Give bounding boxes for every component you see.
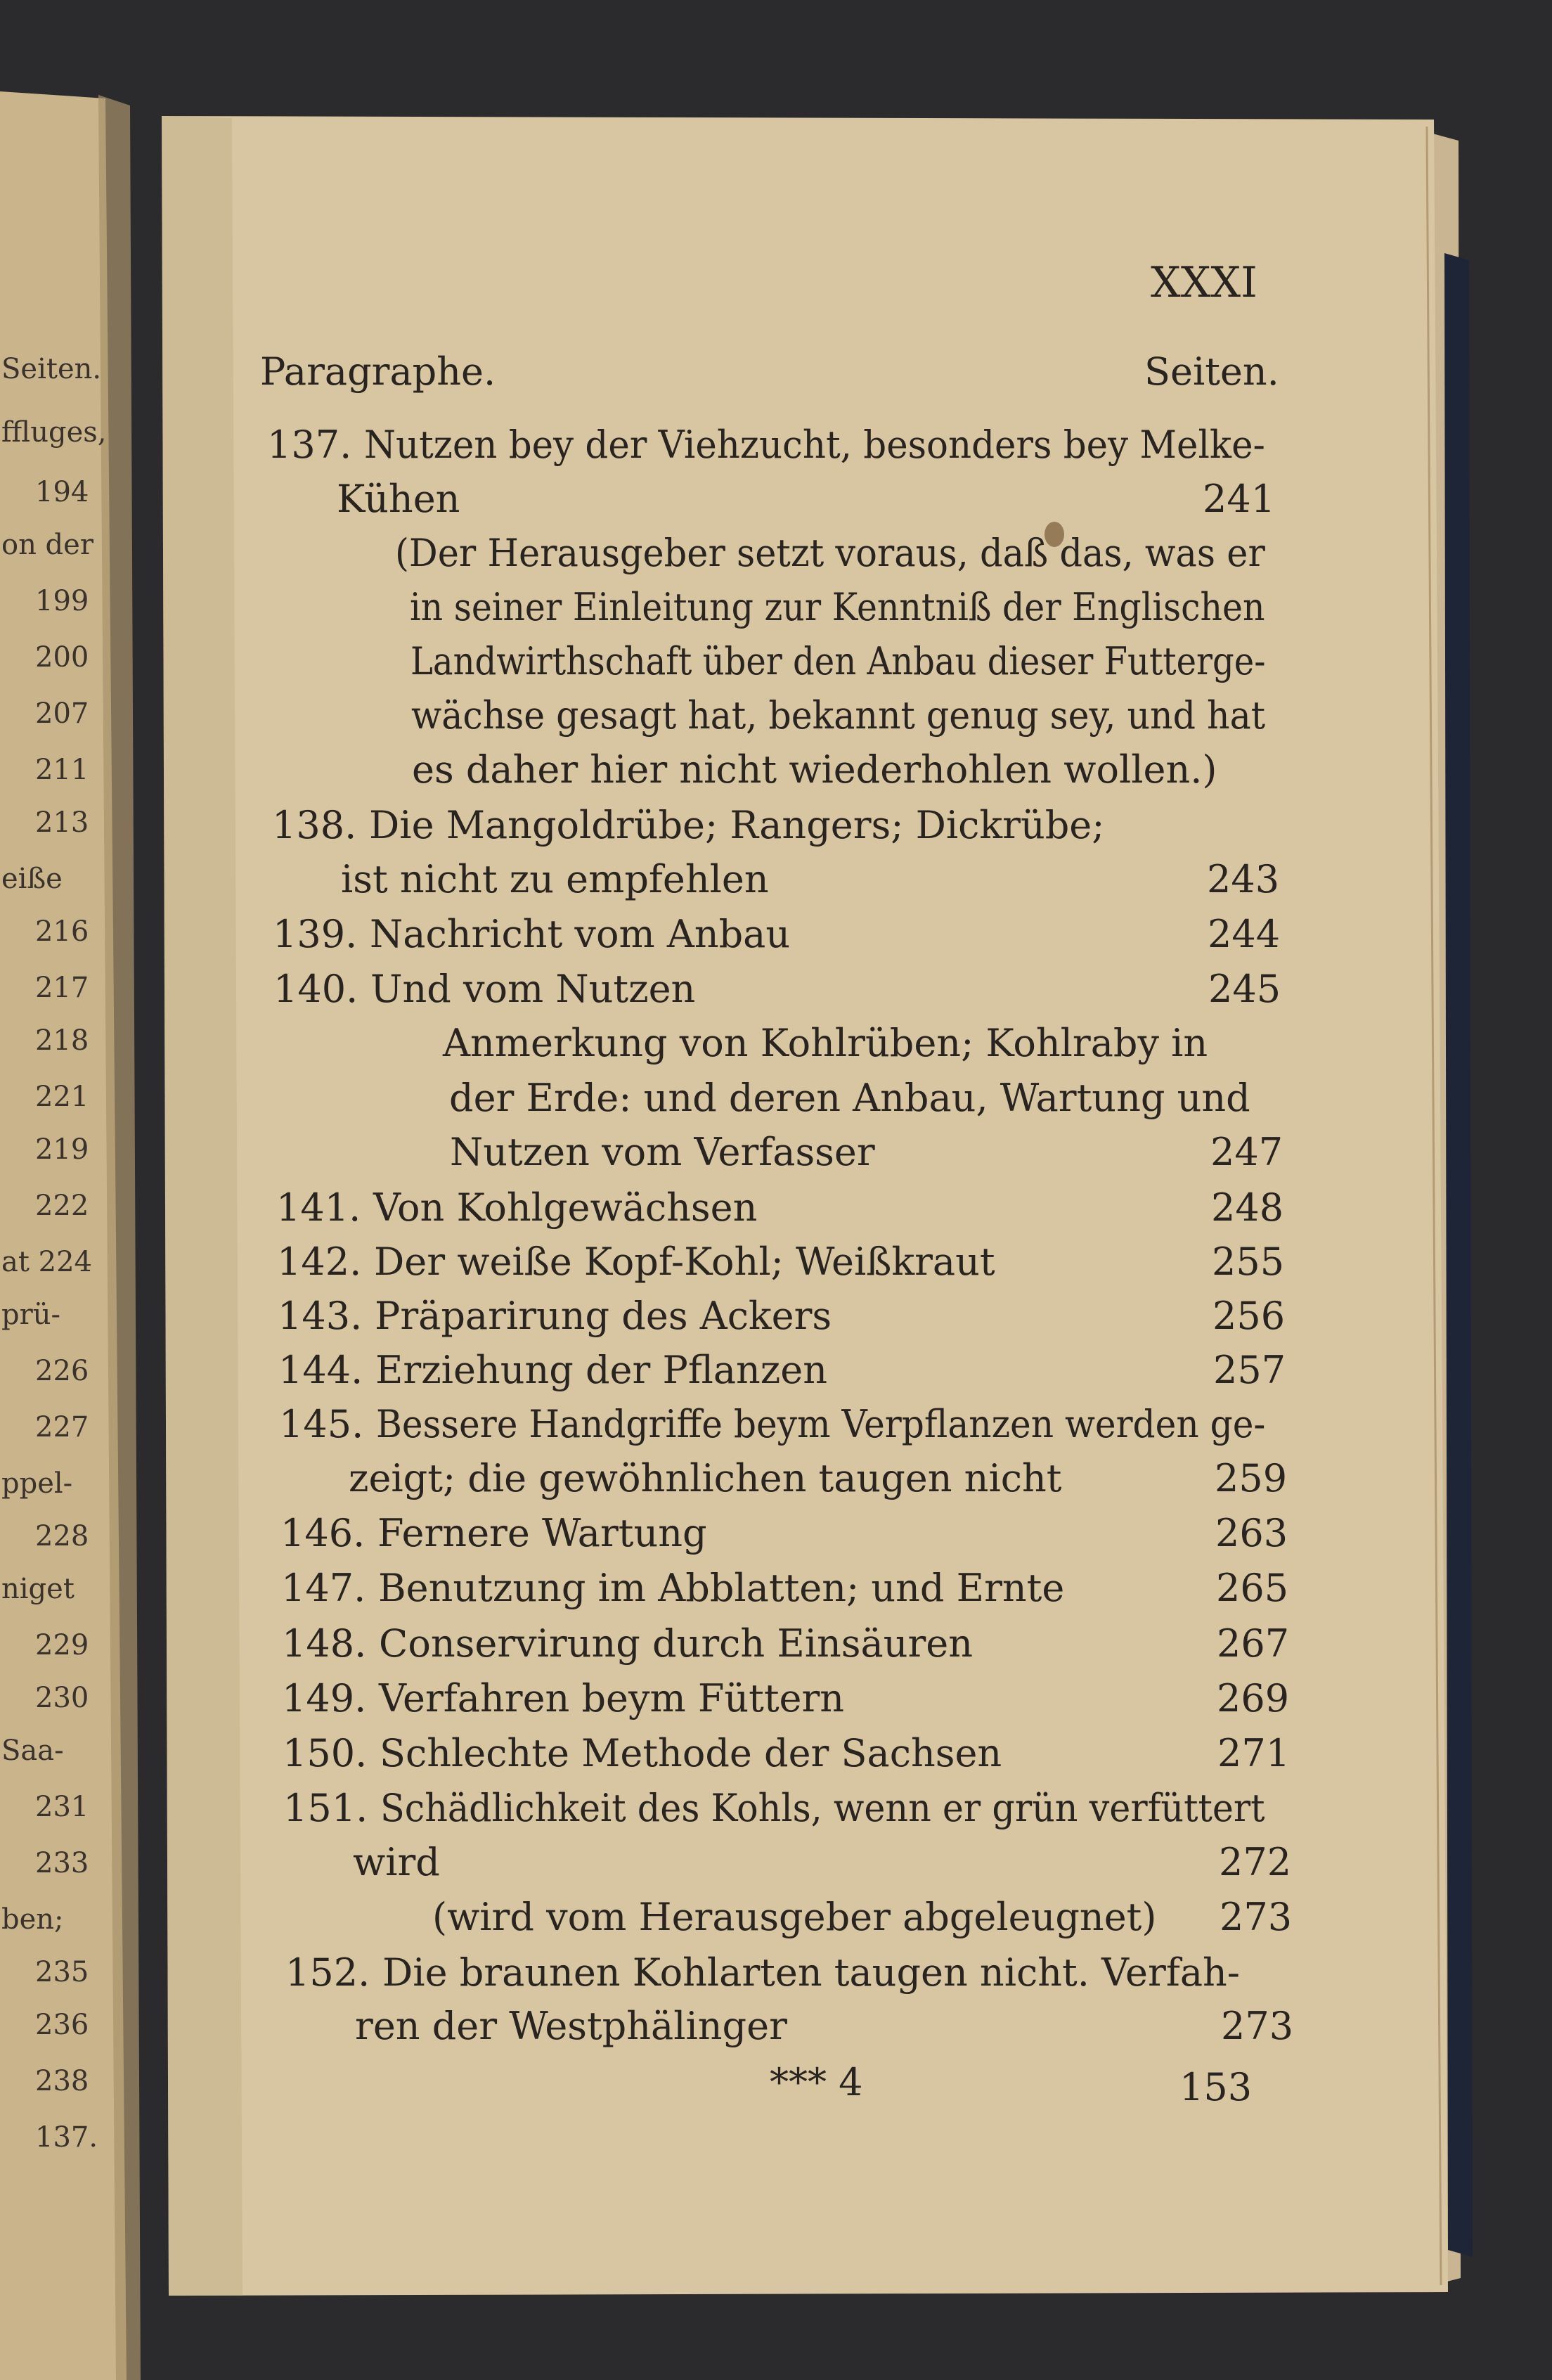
entry-title: Und vom Nutzen xyxy=(370,967,696,1011)
paragraph-number: 144. xyxy=(278,1348,363,1392)
entry-title: (wird vom Herausgeber abgeleugnet) xyxy=(432,1895,1157,1939)
paragraph-number: 147. xyxy=(281,1566,366,1610)
page-reference: 243 xyxy=(1207,857,1280,901)
entry-title: Anmerkung von Kohlrüben; Kohlraby in xyxy=(443,1021,1208,1065)
entry-title: Verfahren beym Füttern xyxy=(379,1676,845,1720)
left-page-fragment: 137. xyxy=(35,2121,98,2154)
left-page-fragment: 227 xyxy=(35,1411,89,1443)
entry-title: ren der Westphälinger xyxy=(355,2004,787,2048)
left-page-fragment: 236 xyxy=(35,2009,89,2041)
left-page-fragment: 221 xyxy=(35,1081,89,1113)
page-reference: 259 xyxy=(1215,1456,1288,1500)
paragraph-number: 143. xyxy=(278,1294,363,1338)
page-reference: 267 xyxy=(1217,1621,1290,1666)
entry-title: Schädlichkeit des Kohls, wenn er grün verfüttert xyxy=(380,1786,1265,1830)
catchword: 153 xyxy=(1179,2065,1253,2109)
entry-title: Erziehung der Pflanzen xyxy=(375,1348,827,1392)
left-page-fragment: 217 xyxy=(35,972,89,1004)
entry-title: Die Mangoldrübe; Rangers; Dickrübe; xyxy=(369,803,1105,847)
left-page-fragment: 200 xyxy=(35,641,89,674)
entry-title: Der weiße Kopf-Kohl; Weißkraut xyxy=(374,1240,995,1284)
page-reference: 256 xyxy=(1212,1294,1286,1338)
paragraph-number: 148. xyxy=(282,1621,367,1666)
entry-title: Bessere Handgriffe beym Verpflanzen werden ge- xyxy=(376,1402,1266,1446)
entry-title: Nutzen bey der Viehzucht, besonders bey Melke- xyxy=(364,423,1265,467)
paragraph-number: 151. xyxy=(283,1786,368,1830)
left-page-fragment: Saa- xyxy=(1,1735,64,1767)
left-page-fragment: 233 xyxy=(35,1847,89,1879)
paragraph-number: 137. xyxy=(267,423,352,467)
left-page-fragment: 222 xyxy=(35,1190,89,1222)
left-page-fragment: Seiten. xyxy=(1,353,102,385)
paragraph-number: 142. xyxy=(277,1240,362,1284)
paragraph-number: 150. xyxy=(283,1731,368,1775)
left-page-fragment: 228 xyxy=(35,1520,89,1552)
left-page-fragment: eiße xyxy=(1,863,63,895)
left-page-fragment: 235 xyxy=(35,1956,89,1988)
page-reference: 271 xyxy=(1217,1731,1291,1775)
entry-title: Kühen xyxy=(337,477,460,521)
entry-title: Nachricht vom Anbau xyxy=(370,912,791,956)
paragraph-number: 140. xyxy=(273,967,358,1011)
entry-title: es daher hier nicht wiederhohlen wollen.) xyxy=(412,747,1217,792)
paragraph-number: 152. xyxy=(285,1950,370,1995)
page-reference: 241 xyxy=(1203,477,1276,521)
page-number-header: XXXI xyxy=(1151,258,1257,307)
left-page-fragment: 231 xyxy=(35,1791,89,1823)
page-reference: 269 xyxy=(1217,1676,1290,1720)
entry-title: der Erde: und deren Anbau, Wartung und xyxy=(449,1076,1250,1120)
entry-title: wächse gesagt hat, bekannt genug sey, und hat xyxy=(411,693,1266,738)
left-page-fragment: 213 xyxy=(35,806,89,839)
left-page-fragment: 238 xyxy=(35,2065,89,2097)
page-reference: 245 xyxy=(1208,967,1281,1011)
entry-title: Benutzung im Abblatten; und Ernte xyxy=(378,1566,1065,1610)
entry-title: Von Kohlgewächsen xyxy=(373,1185,758,1230)
left-page-fragment: ffluges, xyxy=(1,416,107,449)
signature-mark: *** 4 xyxy=(770,2060,863,2104)
page-reference: 273 xyxy=(1220,1895,1293,1939)
left-page-fragment: 219 xyxy=(35,1133,89,1166)
entry-title: wird xyxy=(353,1840,440,1884)
page-reference: 248 xyxy=(1211,1185,1284,1230)
entry-title: Schlechte Methode der Sachsen xyxy=(380,1731,1002,1775)
left-page-fragment: prü- xyxy=(1,1299,61,1331)
page-inner-shadow xyxy=(162,116,242,2296)
paragraph-number: 145. xyxy=(279,1402,364,1446)
book-cover-edge xyxy=(1444,253,1473,2257)
paragraph-number: 141. xyxy=(276,1185,361,1230)
left-page-fragment: at 224 xyxy=(1,1246,92,1278)
left-page-fragment: 218 xyxy=(35,1024,89,1057)
paragraph-number: 139. xyxy=(273,912,358,956)
page-reference: 272 xyxy=(1219,1840,1292,1884)
entry-title: Präparirung des Ackers xyxy=(375,1294,832,1338)
entry-title: Die braunen Kohlarten taugen nicht. Verfah- xyxy=(382,1950,1241,1995)
column-header-right: Seiten. xyxy=(1144,349,1279,394)
left-page-fragment: ben; xyxy=(1,1903,64,1936)
left-page-fragment: 226 xyxy=(35,1355,89,1387)
entry-title: Nutzen vom Verfasser xyxy=(450,1130,875,1174)
entry-title: Landwirthschaft über den Anbau dieser Futterge- xyxy=(410,639,1266,683)
page-reference: 255 xyxy=(1212,1240,1285,1284)
page-reference: 247 xyxy=(1210,1130,1283,1174)
left-page-fragment: 207 xyxy=(35,697,89,730)
left-page-fragment: 194 xyxy=(35,476,89,508)
paragraph-number: 138. xyxy=(272,803,357,847)
left-page-fragment: ppel- xyxy=(1,1467,73,1500)
column-header-left: Paragraphe. xyxy=(260,349,496,394)
left-page-fragment: 211 xyxy=(35,754,89,786)
page-reference: 273 xyxy=(1221,2004,1294,2048)
paragraph-number: 149. xyxy=(282,1676,367,1720)
entry-title: zeigt; die gewöhnlichen taugen nicht xyxy=(349,1456,1062,1500)
entry-title: (Der Herausgeber setzt voraus, daß das, was er xyxy=(395,531,1265,575)
entry-title: Fernere Wartung xyxy=(377,1511,707,1555)
page-reference: 265 xyxy=(1216,1566,1289,1610)
left-page-fragment: 229 xyxy=(35,1629,89,1661)
left-page-fragment: 230 xyxy=(35,1682,89,1714)
entry-title: in seiner Einleitung zur Kenntniß der Englischen xyxy=(410,585,1265,629)
entry-title: ist nicht zu empfehlen xyxy=(341,857,769,901)
page-reference: 263 xyxy=(1215,1511,1288,1555)
left-page-fragment: 199 xyxy=(35,585,89,617)
page-reference: 257 xyxy=(1213,1348,1286,1392)
paragraph-number: 146. xyxy=(280,1511,366,1555)
left-page-fragment: niget xyxy=(1,1573,75,1605)
entry-title: Conservirung durch Einsäuren xyxy=(379,1621,974,1666)
left-page-fragment: on der xyxy=(1,529,93,561)
left-page-fragment: 216 xyxy=(35,915,89,948)
page-reference: 244 xyxy=(1208,912,1281,956)
